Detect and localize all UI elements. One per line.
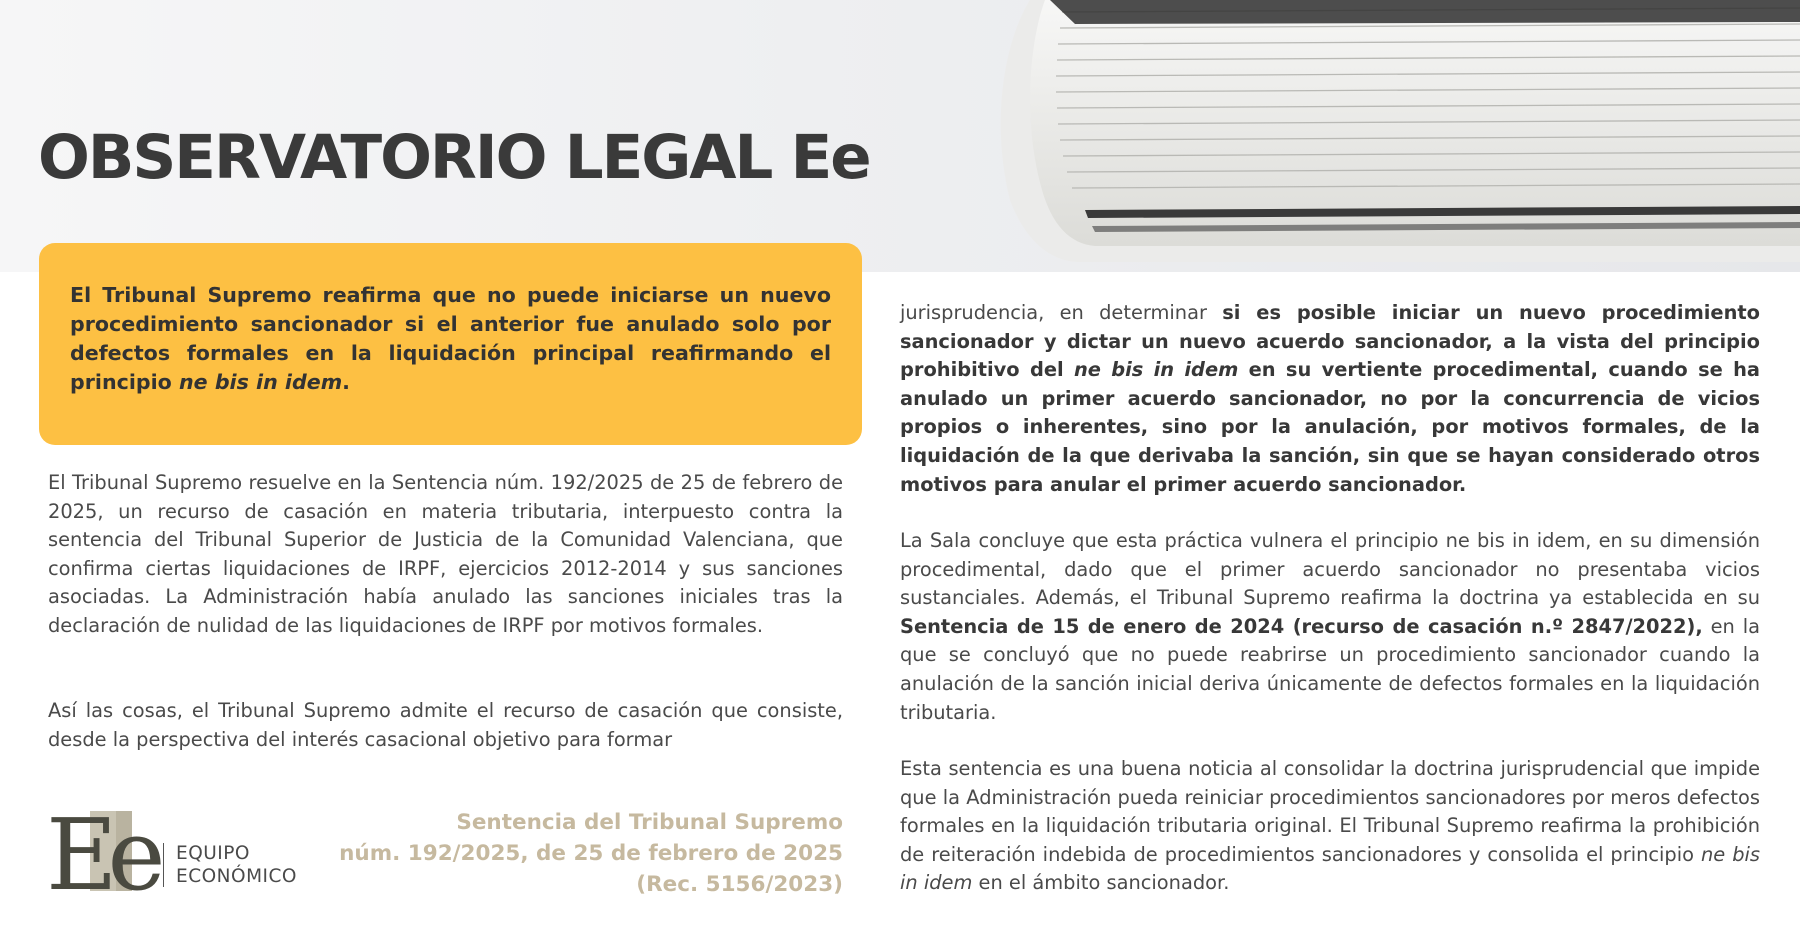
summary-text: El Tribunal Supremo reafirma que no puede iniciarse un nuevo procedimiento sancionador si el anterior fue anulado solo por defectos formales en la liquidación principal reafirmando el principio ne bis in idem. <box>70 283 831 394</box>
intro-paragraph: El Tribunal Supremo resuelve en la Sentencia núm. 192/2025 de 25 de febrero de 2025, un recurso de casación en materia tributaria, interpuesto contra la sentencia del Tribunal Superior de Justicia de la Comunidad Valenciana, que confirma ciertas liquidaciones de IRPF, ejercicios 2012-2014 y sus sanciones asociadas. La Administración había anulado las sanciones iniciales tras la declaración de nulidad de las liquidaciones de IRPF por motivos formales. <box>48 471 843 637</box>
case-citation <box>339 807 843 900</box>
admission-paragraph: Así las cosas, el Tribunal Supremo admite el recurso de casación que consiste, desde la perspectiva del interés casacional objetivo para formar <box>48 699 843 751</box>
svg-text:Ee: Ee <box>46 805 156 900</box>
citation-line2: núm. 192/2025, de 25 de febrero de 2025 <box>339 841 843 866</box>
question-paragraph: jurisprudencia, en determinar si es posible iniciar un nuevo procedimiento sancionador y dictar un nuevo acuerdo sancionador, a la vista del principio prohibitivo del ne bis in idem en su vertiente procedimental, cuando se ha anulado un primer acuerdo sancionador, no por la concurrencia de vicios propios o inherentes, sino por la anulación, por motivos formales, de la liquidación de la que derivaba la sanción, sin que se hayan considerado otros motivos para anular el primer acuerdo sancionador. <box>900 301 1760 496</box>
header-banner <box>0 0 1800 272</box>
logo-divider <box>163 843 164 887</box>
closing-paragraph: Esta sentencia es una buena noticia al consolidar la doctrina jurisprudencial que impide que la Administración pueda reiniciar procedimientos sancionadores por meros defectos formales en la liquidación tributaria original. El Tribunal Supremo reafirma la prohibición de reiteración indebida de procedimientos sancionadores y consolida el principio ne bis in idem en el ámbito sancionador. <box>900 757 1760 895</box>
citation-line3: (Rec. 5156/2023) <box>636 872 843 897</box>
conclusion-paragraph: La Sala concluye que esta práctica vulnera el principio ne bis in idem, en su dimensión procedimental, dado que el primer acuerdo sancionador no presentaba vicios sustanciales. Además, el Tribunal Supremo reafirma la doctrina ya establecida en su Sentencia de 15 de enero de 2024 (recurso de casación n.º 2847/2022), en la que se concluyó que no puede reabrirse un procedimiento sancionador cuando la anulación de la sanción inicial deriva únicamente de defectos formales en la liquidación tributaria. <box>900 529 1760 724</box>
logo-text-line1: EQUIPO <box>176 843 250 864</box>
logo-text-line2: ECONÓMICO <box>176 866 297 887</box>
book-pages-image <box>990 0 1800 272</box>
citation-line1: Sentencia del Tribunal Supremo <box>456 810 843 835</box>
summary-highlight-box <box>39 243 862 445</box>
equipo-economico-logo <box>46 805 161 900</box>
page-title: OBSERVATORIO LEGAL Ee <box>38 122 870 193</box>
